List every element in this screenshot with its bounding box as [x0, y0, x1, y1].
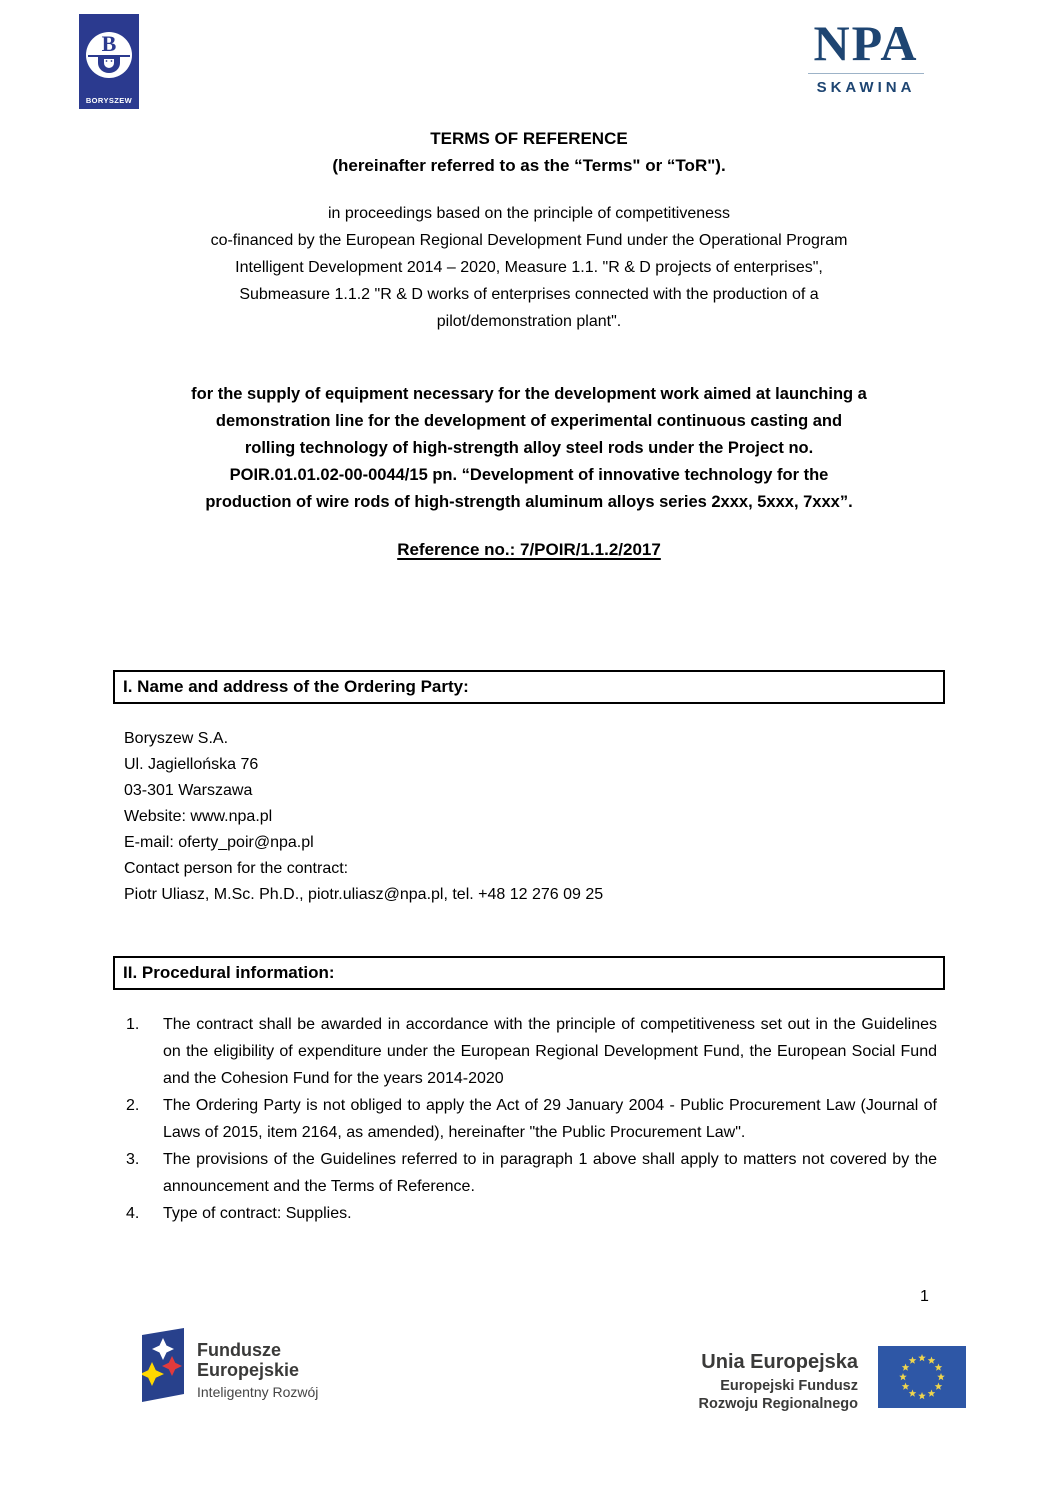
npa-logo-divider	[808, 73, 924, 74]
list-item-text: The Ordering Party is not obliged to apply the Act of 29 January 2004 - Public Procurement Law (Journal of Laws of 2015, item 2164, as amended), hereinafter "the Public Procurement Law".	[163, 1097, 937, 1141]
list-item-text: The provisions of the Guidelines referred to in paragraph 1 above shall apply to matters not covered by the announcement and the Terms of Reference.	[163, 1151, 937, 1195]
list-item	[126, 1011, 937, 1092]
unia-europejska-text	[688, 1346, 858, 1413]
fundusze-europejskie-logo	[142, 1328, 318, 1402]
unia-europejska-title: Unia Europejska	[701, 1351, 858, 1373]
fundusze-europejskie-flag-icon	[142, 1328, 184, 1402]
section-2-heading-label: II. Procedural information:	[123, 963, 335, 982]
unia-europejska-logo	[688, 1346, 966, 1413]
eu-flag-icon	[878, 1346, 966, 1408]
subject-paragraph: for the supply of equipment necessary for the development work aimed at launching a demonstration line for the development of experimental continuous casting and rolling technology of high-strength alloy steel rods under the Project no. POIR.01.01.02-00-0044/15 pn. “Development of innovative technology for the production of wire rods of high-strength aluminum alloys series 2xxx, 5xxx, 7xxx”.	[191, 385, 867, 511]
unia-europejska-subtitle: Europejski Fundusz Rozwoju Regionalnego	[698, 1378, 858, 1412]
list-item-text: Type of contract: Supplies.	[163, 1205, 352, 1222]
reference-number: Reference no.: 7/POIR/1.1.2/2017	[397, 540, 661, 559]
list-item-text: The contract shall be awarded in accordance with the principle of competitiveness set out in the Guidelines on the eligibility of expenditure under the European Regional Development Fund, the European Social Fund and the Cohesion Fund for the years 2014-2020	[163, 1016, 937, 1087]
fundusze-europejskie-subtitle: Inteligentny Rozwój	[197, 1384, 319, 1400]
procedural-information-list	[126, 1011, 937, 1227]
intro-paragraph: in proceedings based on the principle of competitiveness co-financed by the European Regional Development Fund under the Operational Program Intelligent Development 2014 – 2020, Measure 1.1. "R & D projects of enterprises", Submeasure 1.1.2 "R & D works of enterprises connected with the production of a pilot/demonstration plant".	[210, 205, 848, 330]
npa-logo-city: SKAWINA	[816, 79, 916, 96]
section-1-heading-label: I. Name and address of the Ordering Party:	[123, 677, 469, 696]
list-item	[126, 1200, 937, 1227]
page-number: 1	[920, 1288, 929, 1305]
list-item	[126, 1146, 937, 1200]
list-item-number: 3.	[126, 1151, 140, 1168]
boryszew-wordmark: BORYSZEW	[85, 96, 133, 105]
ordering-party-address: Boryszew S.A. Ul. Jagiellońska 76 03-301 Warszawa Website: www.npa.pl E-mail: oferty_poir@npa.pl Contact person for the contract: Piotr Uliasz, M.Sc. Ph.D., piotr.uliasz@npa.pl, tel. +48 12 276 09 25	[124, 730, 604, 903]
document-title: TERMS OF REFERENCE (hereinafter referred to as the “Terms" or “ToR").	[332, 129, 726, 175]
section-1-heading	[113, 670, 945, 704]
list-item-number: 2.	[126, 1097, 140, 1114]
list-item-number: 4.	[126, 1205, 140, 1222]
fundusze-europejskie-title: Fundusze Europejskie	[197, 1340, 300, 1380]
boryszew-logo-icon	[79, 14, 139, 109]
boryszew-monogram: B	[101, 31, 117, 56]
list-item	[126, 1092, 937, 1146]
npa-logo	[806, 15, 926, 96]
npa-logo-name: NPA	[813, 15, 919, 71]
list-item-number: 1.	[126, 1016, 140, 1033]
section-2-heading	[113, 956, 945, 990]
fundusze-europejskie-text	[197, 1328, 318, 1402]
